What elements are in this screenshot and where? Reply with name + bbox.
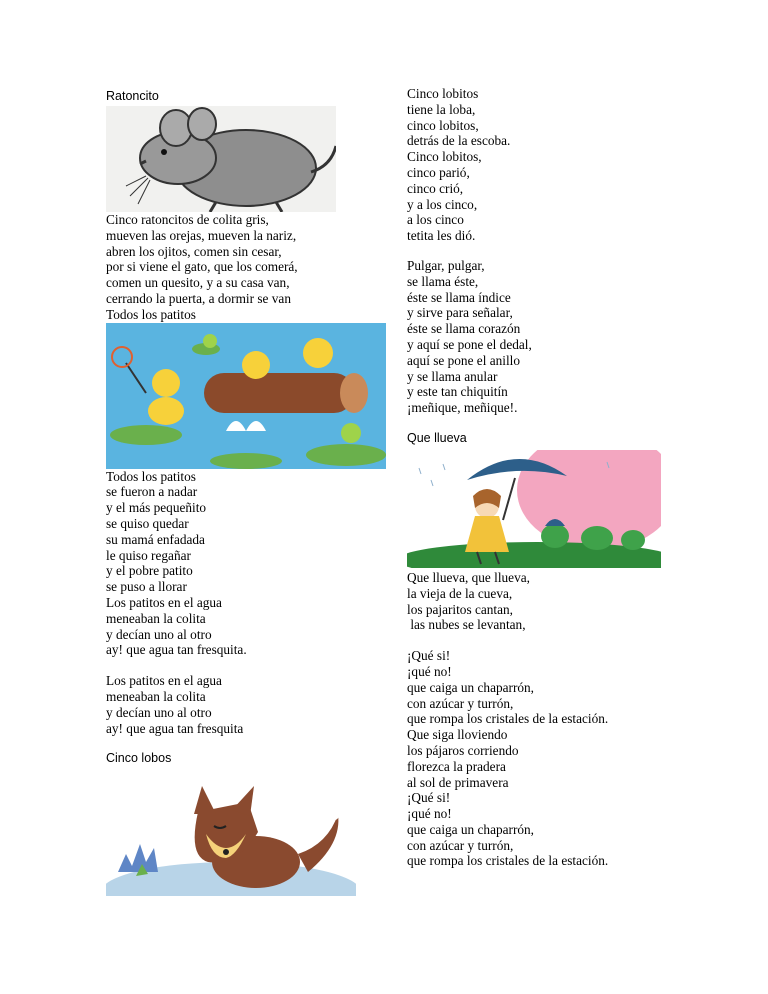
verse-line: meneaban la colita (106, 688, 206, 704)
verse-line: ¡meñique, meñique!. (407, 400, 518, 416)
verse-line: meneaban la colita (106, 610, 206, 626)
verse-line: las nubes se levantan, (407, 617, 526, 633)
verse-line: y decían uno al otro (106, 626, 212, 642)
verse-line: se puso a llorar (106, 579, 187, 595)
verse-line: y se llama anular (407, 368, 498, 384)
verse-line: tetita les dió. (407, 228, 476, 244)
verse-line: Todos los patitos (106, 306, 196, 322)
patitos-verse (106, 469, 386, 737)
verse-line: comen un quesito, y a su casa van, (106, 275, 290, 291)
verse-line: cinco parió, (407, 164, 470, 180)
verse-line: la vieja de la cueva, (407, 585, 513, 601)
verse-line: por si viene el gato, que los comerá, (106, 259, 298, 275)
verse-line: ¡qué no! (407, 806, 452, 822)
verse-line: se fueron a nadar (106, 484, 198, 500)
verse-line: ¡Qué si! (407, 648, 451, 664)
verse-line: abren los ojitos, comen sin cesar, (106, 243, 282, 259)
verse-line: se llama éste, (407, 273, 479, 289)
verse-line: detrás de la escoba. (407, 133, 511, 149)
verse-line: a los cinco (407, 212, 464, 228)
verse-line: Que llueva, que llueva, (407, 569, 530, 585)
verse-line: que rompa los cristales de la estación. (407, 711, 609, 727)
verse-line: y decían uno al otro (106, 704, 212, 720)
verse-line: florezca la pradera (407, 758, 506, 774)
pulgar-verse (407, 258, 707, 416)
verse-line: Cinco ratoncitos de colita gris, (106, 212, 269, 227)
verse-line: que rompa los cristales de la estación. (407, 853, 609, 869)
ratoncito-verse (106, 212, 386, 323)
rain-girl-illustration (407, 450, 661, 568)
right-column (407, 86, 707, 869)
verse-line: cinco crió, (407, 180, 464, 196)
verse-line: y el más pequeñito (106, 500, 207, 516)
lobitos-verse (407, 86, 707, 244)
verse-line: los pájaros corriendo (407, 742, 519, 758)
verse-line: Pulgar, pulgar, (407, 257, 485, 273)
verse-line: Cinco lobitos, (407, 149, 482, 165)
verse-line: tiene la loba, (407, 101, 476, 117)
verse-line: cinco lobitos, (407, 117, 479, 133)
ratoncito-title: Ratoncito (106, 89, 159, 103)
verse-line: ay! que agua tan fresquita (106, 720, 244, 736)
verse-line: Los patitos en el agua (106, 673, 222, 689)
lobos-title: Cinco lobos (106, 751, 172, 766)
ducklings-illustration (106, 323, 386, 469)
verse-line: su mamá enfadada (106, 531, 205, 547)
verse-line: y aquí se pone el dedal, (407, 336, 532, 352)
verse-line: y a los cinco, (407, 196, 478, 212)
verse-line: los pajaritos cantan, (407, 601, 513, 617)
left-column (106, 88, 386, 896)
verse-line: y el pobre patito (106, 563, 193, 579)
verse-line: con azúcar y turrón, (407, 837, 514, 853)
verse-line: le quiso regañar (106, 547, 191, 563)
verse-line: Que siga lloviendo (407, 727, 508, 743)
llueva-title: Que llueva (407, 430, 467, 445)
verse-line: ay! que agua tan fresquita. (106, 642, 247, 658)
verse-line: al sol de primavera (407, 774, 509, 790)
verse-line: ¡Qué si! (407, 790, 451, 806)
verse-line: cerrando la puerta, a dormir se van (106, 290, 291, 306)
verse-line: que caiga un chaparrón, (407, 679, 534, 695)
verse-line: y sirve para señalar, (407, 305, 513, 321)
mouse-illustration (106, 106, 336, 212)
verse-line: ¡qué no! (407, 663, 452, 679)
verse-line: mueven las orejas, mueven la nariz, (106, 227, 297, 243)
verse-line: éste se llama corazón (407, 321, 521, 337)
verse-line: Cinco lobitos (407, 86, 479, 101)
fox-illustration (106, 772, 356, 896)
verse-line: con azúcar y turrón, (407, 695, 514, 711)
verse-line: éste se llama índice (407, 289, 511, 305)
verse-line: Los patitos en el agua (106, 594, 222, 610)
verse-line: aquí se pone el anillo (407, 352, 520, 368)
verse-line: Todos los patitos (106, 468, 196, 484)
verse-line: se quiso quedar (106, 515, 189, 531)
verse-line: que caiga un chaparrón, (407, 821, 534, 837)
llueva-verse (407, 570, 707, 869)
verse-line: y este tan chiquitín (407, 384, 508, 400)
